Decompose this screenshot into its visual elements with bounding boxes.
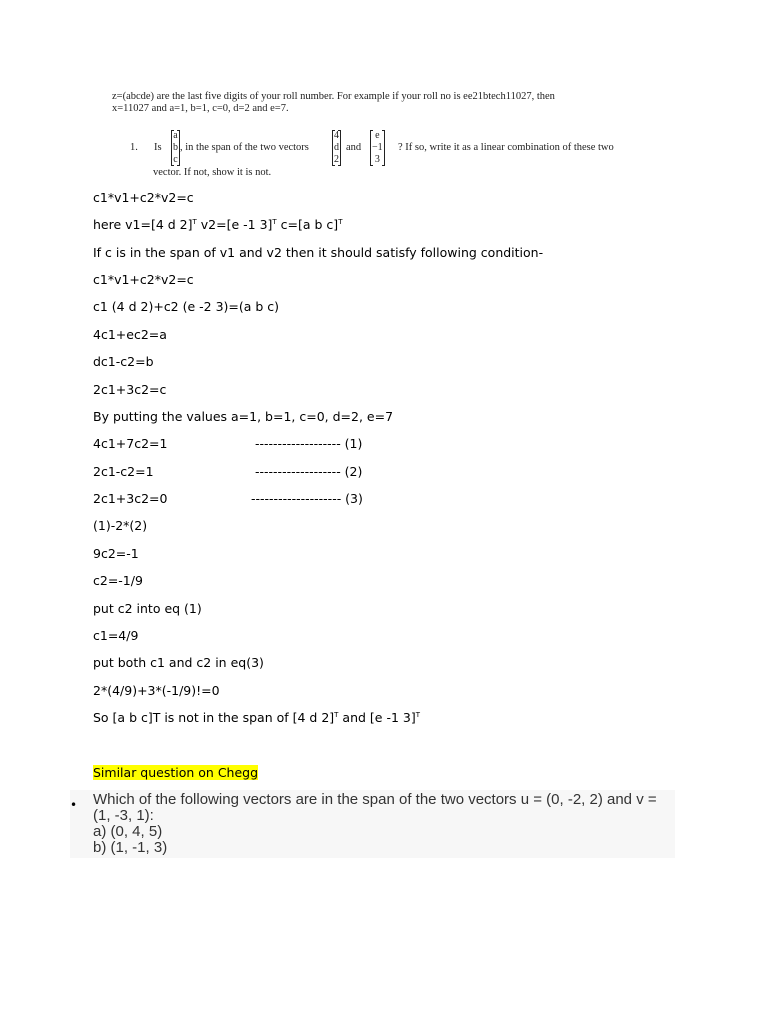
problem-line-4: vector. If not, show it is not. (153, 167, 272, 178)
solution-line: put both c1 and c2 in eq(3) (93, 655, 264, 670)
chegg-question-block (70, 790, 675, 858)
equation-2-tag: ------------------- (2) (255, 464, 363, 479)
solution-line: By putting the values a=1, b=1, c=0, d=2, e=7 (93, 409, 394, 424)
vector-c: a b c (173, 130, 178, 165)
solution-line: c1*v1+c2*v2=c (93, 190, 194, 205)
solution-line: c1 (4 d 2)+c2 (e -2 3)=(a b c) (93, 299, 280, 314)
problem-line-1: z=(abcde) are the last five digits of your roll number. For example if your roll no is ee21btech11027, then (112, 91, 555, 102)
bullet-icon: • (70, 798, 78, 812)
equation-1: 4c1+7c2=1 (93, 436, 168, 451)
equation-2: 2c1-c2=1 (93, 464, 154, 479)
solution-line: dc1-c2=b (93, 354, 154, 369)
conclusion-line: So [a b c]T is not in the span of [4 d 2]$^T$ and [e -1 3]$^T$ (93, 710, 421, 725)
question-is: Is (154, 142, 162, 153)
question-and: and (346, 142, 362, 153)
solution-line: (1)-2*(2) (93, 518, 148, 533)
vector-v2: e −1 3 (372, 130, 383, 165)
vector-v1: 4 d 2 (334, 130, 339, 165)
equation-3: 2c1+3c2=0 (93, 491, 168, 506)
question-mid: , in the span of the two vectors (180, 142, 309, 153)
equation-3-tag: -------------------- (3) (251, 491, 363, 506)
solution-line: 4c1+ec2=a (93, 327, 167, 342)
question-end: ? If so, write it as a linear combination of these two (398, 142, 614, 153)
chegg-question-text: Which of the following vectors are in the span of the two vectors u = (0, -2, 2) and v = (1, -3, 1): a) (0, 4, 5) b) (1, -1, 3) (93, 791, 657, 856)
solution-line: c1*v1+c2*v2=c (93, 272, 194, 287)
question-1 (130, 130, 650, 166)
solution-line: 2c1+3c2=c (93, 382, 167, 397)
problem-line-2: x=11027 and a=1, b=1, c=0, d=2 and e=7. (112, 103, 289, 114)
problem-statement-image (108, 88, 648, 183)
similar-question-heading: Similar question on Chegg (93, 765, 259, 780)
solution-line-vectors: here v1=[4 d 2]$^T$ v2=[e -1 3]$^T$ c=[a b c]$^T$ (93, 217, 343, 232)
solution-line: c2=-1/9 (93, 573, 143, 588)
solution-line: If c is in the span of v1 and v2 then it should satisfy following condition- (93, 245, 544, 260)
solution-line: 2*(4/9)+3*(-1/9)!=0 (93, 683, 220, 698)
solution-line: put c2 into eq (1) (93, 601, 202, 616)
equation-1-tag: ------------------- (1) (255, 436, 363, 451)
solution-line: c1=4/9 (93, 628, 139, 643)
question-number: 1. (130, 142, 138, 153)
solution-line: 9c2=-1 (93, 546, 139, 561)
